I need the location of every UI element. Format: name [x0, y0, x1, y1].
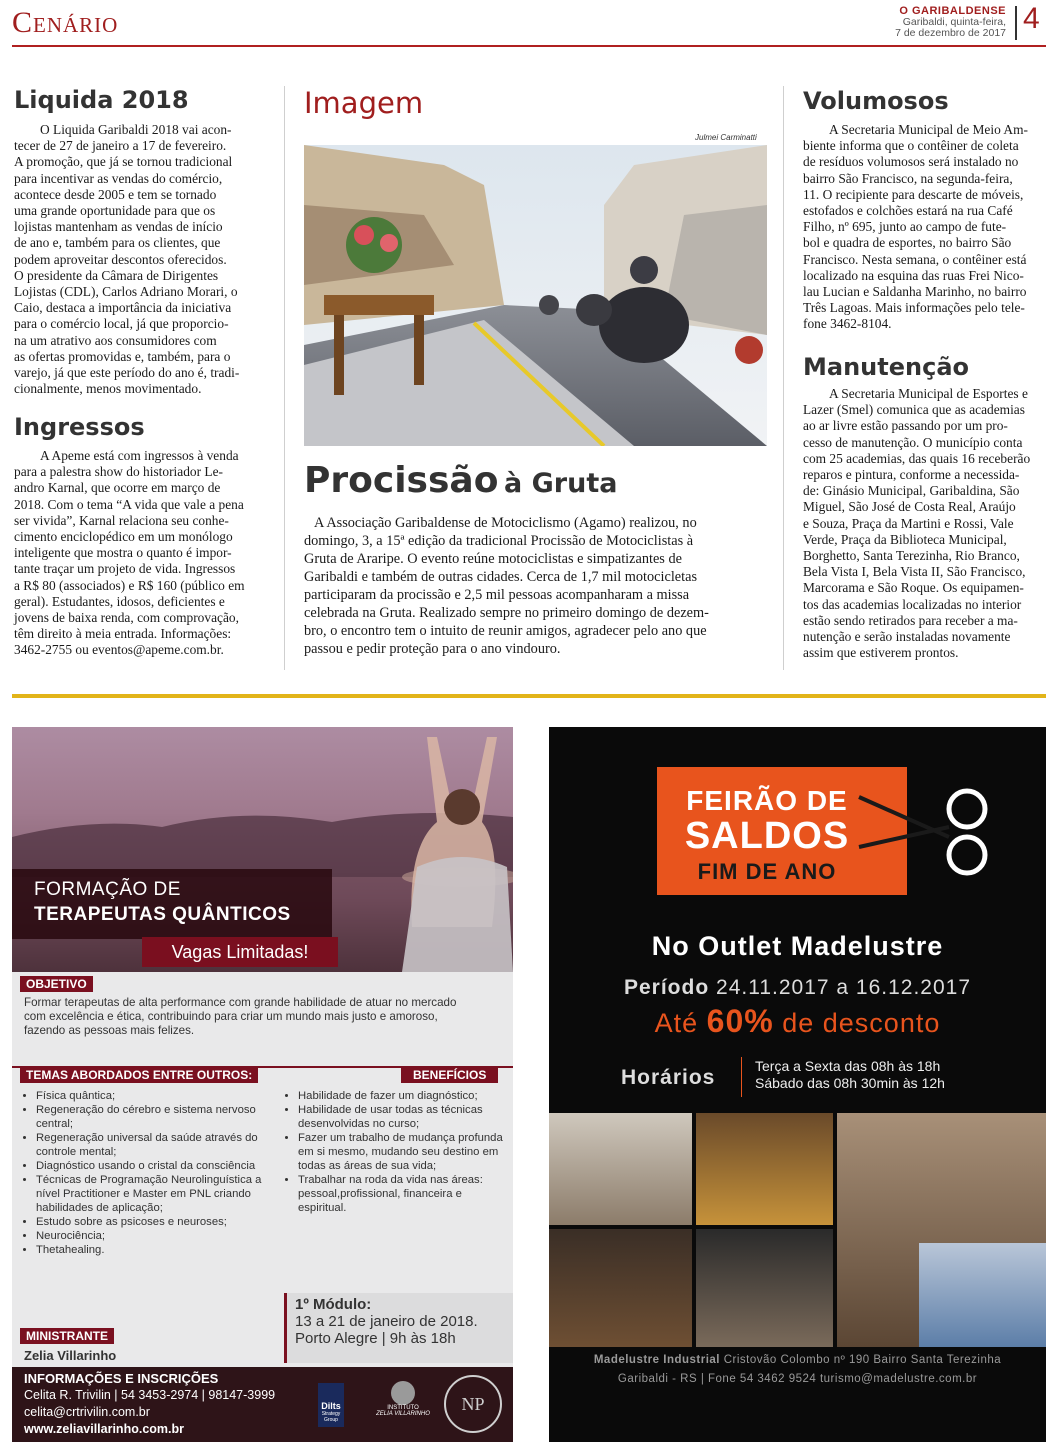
text-line: geral). Estudantes, idosos, deficientes e [14, 593, 225, 609]
list-item: • Trabalhar na roda da vida nas áreas: pessoal,profissional, financeira e espiritual. [298, 1173, 506, 1215]
info-email[interactable]: celita@crtrivilin.com.br [24, 1405, 150, 1419]
product-photo [696, 1229, 833, 1347]
text-line: andro Karnal, que ocorre em março de [14, 480, 221, 496]
text-line: para incentivar as vendas do comércio, [14, 170, 223, 186]
instituto-logo [368, 1381, 438, 1417]
text-line: inteligente que mostra o quanto é impor- [14, 545, 232, 561]
text-line: fazendo as pessoas mais felizes. [24, 1024, 195, 1037]
issue-date: 7 de dezembro de 2017 [895, 27, 1006, 39]
text-line: Garibaldi e também de outras cidades. Cerca de 1,7 mil motocicletas [304, 569, 698, 585]
footer-company: Madelustre Industrial [593, 1354, 721, 1366]
text-line: para a palestra show do historiador Le- [14, 464, 223, 480]
modulo-place: Porto Alegre | 9h às 18h [295, 1330, 456, 1347]
text-line: tos das academias localizadas no interior [803, 596, 1022, 612]
text-line: estofados e colchões estará na rua Café [803, 203, 1013, 219]
text-line: Lazer (Smel) comunica que as academias [803, 402, 1025, 418]
text-line: bro, o encontro tem o intuito de reunir amigos, agradecer pelo ano que [304, 623, 707, 639]
text-line: 2018. Com o tema “A vida que vale a pena [14, 496, 244, 512]
discount-line [549, 1003, 1046, 1040]
banner-line3: FIM DE ANO [697, 859, 837, 884]
text-line: passou e pedir proteção para o ano vindouro. [304, 641, 561, 657]
objetivo-tag: OBJETIVO [20, 976, 93, 992]
ad-title-line2: TERAPEUTAS QUÂNTICOS [34, 904, 291, 925]
ad-title-box [12, 869, 332, 939]
header-divider [1015, 6, 1017, 40]
logo-text: INSTITUTO [387, 1405, 419, 1411]
text-line: localizado na esquina das ruas Frei Nico- [803, 267, 1024, 283]
text-line: as ofertas promovidas e, também, para o [14, 348, 231, 364]
text-line: ser vivida”, Karnal relaciona seu conhe- [14, 512, 229, 528]
text-line: cionalmente, menos movimentado. [14, 381, 202, 397]
text-line: A Apeme está com ingressos à venda [40, 448, 239, 463]
article-ingressos [14, 412, 258, 659]
text-line: acontece desde 2005 e tem se tornado [14, 186, 217, 202]
ad-terapeutas-quanticos [12, 727, 513, 1442]
discount-value: 60% [706, 1003, 774, 1039]
logo-subtext: ZELIA VILLARINHO [376, 1411, 430, 1417]
text-line: tante traçar um projeto de vida. Ingressos [14, 561, 236, 577]
list-item: • Técnicas de Programação Neurolinguística a nível Practitioner e Master em PNL criando habilidades de aplicação; [36, 1173, 267, 1215]
logo-text: Dilts [321, 1401, 341, 1411]
section-title: Cenário [12, 6, 119, 39]
hours-divider [741, 1057, 742, 1097]
text-line: uma grande oportunidade para que os [14, 203, 216, 219]
period-line [549, 976, 1046, 1000]
text-line: Três Lagoas. Mais informações pelo tele- [803, 300, 1025, 316]
period-label: Período [623, 976, 710, 999]
text-line: domingo, 3, a 15ª edição da tradicional Procissão de Motociclistas à [304, 533, 694, 549]
text-line: Marcorama e São Roque. Os equipamen- [803, 580, 1024, 596]
headline-store: Outlet Madelustre [698, 931, 944, 961]
text-line: cesso de manutenção. O município conta [803, 434, 1023, 450]
text-line: reparos e pintura, conforme a necessida- [803, 467, 1020, 483]
text-line: ao ar livre estão passando por um pro- [803, 418, 1008, 434]
product-photo [919, 1243, 1046, 1347]
text-line: celebrada na Gruta. Realizado sempre no primeiro domingo de dezem- [304, 605, 709, 621]
text-line: assim que estiverem prontos. [803, 645, 959, 661]
text-line: Filho, nº 695, junto ao campo de fute- [803, 219, 1007, 235]
headline-prefix: No [651, 931, 690, 961]
column-divider [284, 86, 285, 670]
text-line: Miguel, São José de Costa Real, Araújo [803, 499, 1016, 515]
section-divider [12, 694, 1046, 698]
period-dates: 24.11.2017 a 16.12.2017 [716, 976, 972, 999]
text-line: varejo, já que este período do ano é, tradi- [14, 365, 240, 381]
banner-line1: FEIRÃO DE [686, 785, 848, 816]
news-photo [304, 145, 767, 446]
text-line: têm direito à meia entrada. Informações: [14, 626, 232, 642]
ad-madelustre [549, 727, 1046, 1442]
text-line: nutenção e serão instaladas novamente [803, 629, 1011, 645]
article-volumosos [803, 86, 1046, 333]
list-item: • Regeneração universal da saúde através do controle mental; [36, 1131, 267, 1159]
product-photo-grid [549, 1113, 1046, 1347]
imagem-section-label: Imagem [304, 86, 424, 120]
hours-line: Sábado das 08h 30min às 12h [755, 1075, 945, 1091]
text-line: podem aproveitar descontos oferecidos. [14, 251, 227, 267]
product-photo [549, 1113, 692, 1225]
text-line: Caio, destaca a importância da iniciativa [14, 300, 232, 316]
text-line: Formar terapeutas de alta performance com grande habilidade de atuar no mercado [24, 996, 457, 1009]
info-site[interactable]: www.zeliavillarinho.com.br [24, 1422, 184, 1436]
masthead-info [895, 6, 1006, 39]
article-title: Ingressos [14, 413, 145, 441]
text-line: na um atrativo aos consumidores com [14, 332, 217, 348]
text-line: O Liquida Garibaldi 2018 vai acon- [40, 122, 232, 137]
text-line: cimento enciclopédico em um monólogo [14, 529, 233, 545]
modulo-dates: 13 a 21 de janeiro de 2018. [295, 1313, 478, 1330]
objetivo-text [24, 996, 509, 1038]
article-title: Volumosos [803, 87, 949, 115]
text-line: A Associação Garibaldense de Motociclismo (Agamo) realizou, no [314, 515, 697, 531]
banner-line2: SALDOS [684, 815, 850, 857]
hours-label: Horários [621, 1066, 716, 1089]
text-line: Verde, Praça da Biblioteca Municipal, [803, 531, 1007, 547]
article-title: Manutenção [803, 353, 969, 381]
text-line: lojistas mantenham as vendas de início [14, 219, 223, 235]
logo-subtext: Strategy Group [321, 1411, 341, 1423]
text-line: Gruta de Araripe. O evento reúne motociclistas e simpatizantes de [304, 551, 682, 567]
text-line: com 25 academias, das quais 16 receberão [803, 450, 1031, 466]
text-line: Borghetto, Santa Terezinha, Rio Branco, [803, 548, 1020, 564]
list-item: • Regeneração do cérebro e sistema nervoso central; [36, 1103, 267, 1131]
text-line: biente informa que o contêiner de coleta [803, 138, 1019, 154]
list-item: • Habilidade de usar todas as técnicas desenvolvidas no curso; [298, 1103, 506, 1131]
list-item: • Estudo sobre as psicoses e neuroses; [36, 1215, 267, 1229]
article-liquida [14, 86, 258, 397]
ad-footer-contact: Garibaldi - RS | Fone 54 3462 9524 turismo@madelustre.com.br [617, 1373, 978, 1385]
text-line: estão sendo retirados para receber a ma- [803, 612, 1018, 628]
text-line: 11. O recipiente para descarte de móveis, [803, 186, 1024, 202]
list-item: • Habilidade de fazer um diagnóstico; [298, 1089, 506, 1103]
list-item: • Diagnóstico usando o cristal da consciência [36, 1159, 267, 1173]
text-line: A Secretaria Municipal de Esportes e [829, 386, 1028, 401]
list-item: • Fazer um trabalho de mudança profunda em si mesmo, mudando seu destino em todas as áreas de sua vida; [298, 1131, 506, 1173]
ad-footer [549, 1354, 1046, 1366]
text-line: com excelência e ética, contribuindo para criar um mundo mais justo e amoroso, [24, 1010, 438, 1023]
pnl-seal-icon: NP [444, 1375, 502, 1433]
text-line: O presidente da Câmara de Dirigentes [14, 267, 219, 283]
text-line: de: Ginásio Municipal, Garibaldina, São [803, 483, 1020, 499]
discount-prefix: Até [654, 1008, 699, 1038]
ministrante-tag: MINISTRANTE [20, 1328, 114, 1344]
vagas-limitadas-badge: Vagas Limitadas! [142, 937, 338, 967]
article-headline [304, 460, 617, 501]
beneficios-tag: BENEFÍCIOS [401, 1067, 498, 1083]
list-item: • Thetahealing. [36, 1243, 267, 1257]
text-line: Francisco. Nesta semana, o contêiner está [803, 251, 1027, 267]
info-phone: Celita R. Trivilin | 54 3453-2974 | 98147-3999 [24, 1388, 276, 1402]
info-bar [12, 1367, 513, 1442]
text-line: bairro São Francisco, na segunda-feira, [803, 170, 1013, 186]
text-line: bol e quadra de esportes, no bairro São [803, 235, 1012, 251]
text-line: de resíduos volumosos será instalado no [803, 154, 1019, 170]
info-title: INFORMAÇÕES E INSCRIÇÕES [24, 1371, 219, 1386]
list-item: • Neurociência; [36, 1229, 267, 1243]
beneficios-list [284, 1089, 506, 1215]
scissors-icon [849, 787, 999, 877]
article-body [304, 514, 767, 658]
text-line: de ano e, também para os clientes, que [14, 235, 221, 251]
article-body [14, 448, 258, 659]
text-line: Bela Vista I, Bela Vista II, São Francisco, [803, 564, 1026, 580]
list-item: • Física quântica; [36, 1089, 267, 1103]
text-line: a R$ 80 (associados) e R$ 160 (público em [14, 577, 245, 593]
article-body [803, 386, 1046, 661]
ad-headline [549, 931, 1046, 962]
page-number: 4 [1023, 2, 1040, 35]
text-line: para o comércio local, já que proporcio- [14, 316, 229, 332]
text-line: A promoção, que já se tornou tradicional [14, 154, 233, 170]
instituto-emblem-icon [391, 1381, 415, 1405]
footer-address: Cristovão Colombo nº 190 Bairro Santa Terezinha [723, 1354, 1002, 1366]
text-line: tecer de 27 de janeiro a 17 de fevereiro. [14, 138, 227, 154]
text-line: A Secretaria Municipal de Meio Am- [829, 122, 1028, 137]
article-body [14, 122, 258, 397]
header-rule [12, 45, 1046, 47]
text-line: fone 3462-8104. [803, 316, 892, 332]
text-line: participaram da procissão e 2,5 mil pessoas acompanharam a missa [304, 587, 690, 603]
temas-tag: TEMAS ABORDADOS ENTRE OUTROS: [20, 1067, 258, 1083]
text-line: e Souza, Praça da Martini e Rossi, Vale [803, 515, 1014, 531]
column-divider [783, 86, 784, 670]
photo-credit: Julmei Carminatti [695, 133, 757, 142]
product-photo [549, 1229, 692, 1347]
hours-line: Terça a Sexta das 08h às 18h [755, 1058, 941, 1074]
issue-place: Garibaldi, quinta-feira, [902, 16, 1006, 28]
text-line: 3462-2755 ou eventos@apeme.com.br. [14, 642, 224, 658]
product-photo [696, 1113, 833, 1225]
headline-secondary: à Gruta [504, 468, 618, 499]
discount-suffix: de desconto [782, 1008, 941, 1038]
text-line: jovens de baixa renda, com comprovação, [14, 610, 239, 626]
article-manutencao [803, 352, 1046, 661]
text-line: Lojistas (CDL), Carlos Adriano Morari, o [14, 284, 238, 300]
article-title: Liquida 2018 [14, 86, 189, 114]
hours-detail [755, 1058, 945, 1092]
headline-main: Procissão [304, 460, 499, 501]
temas-list [22, 1089, 267, 1257]
modulo-box [284, 1293, 513, 1363]
dilts-logo [318, 1383, 344, 1427]
ad-title-line1: FORMAÇÃO DE [34, 879, 181, 900]
modulo-label: 1º Módulo: [295, 1296, 372, 1313]
text-line: lau Lucian e Saldanha Marinho, no bairro [803, 284, 1027, 300]
article-body [803, 122, 1046, 333]
newspaper-name: O GARIBALDENSE [899, 5, 1006, 17]
ministrante-name: Zelia Villarinho [24, 1348, 117, 1363]
